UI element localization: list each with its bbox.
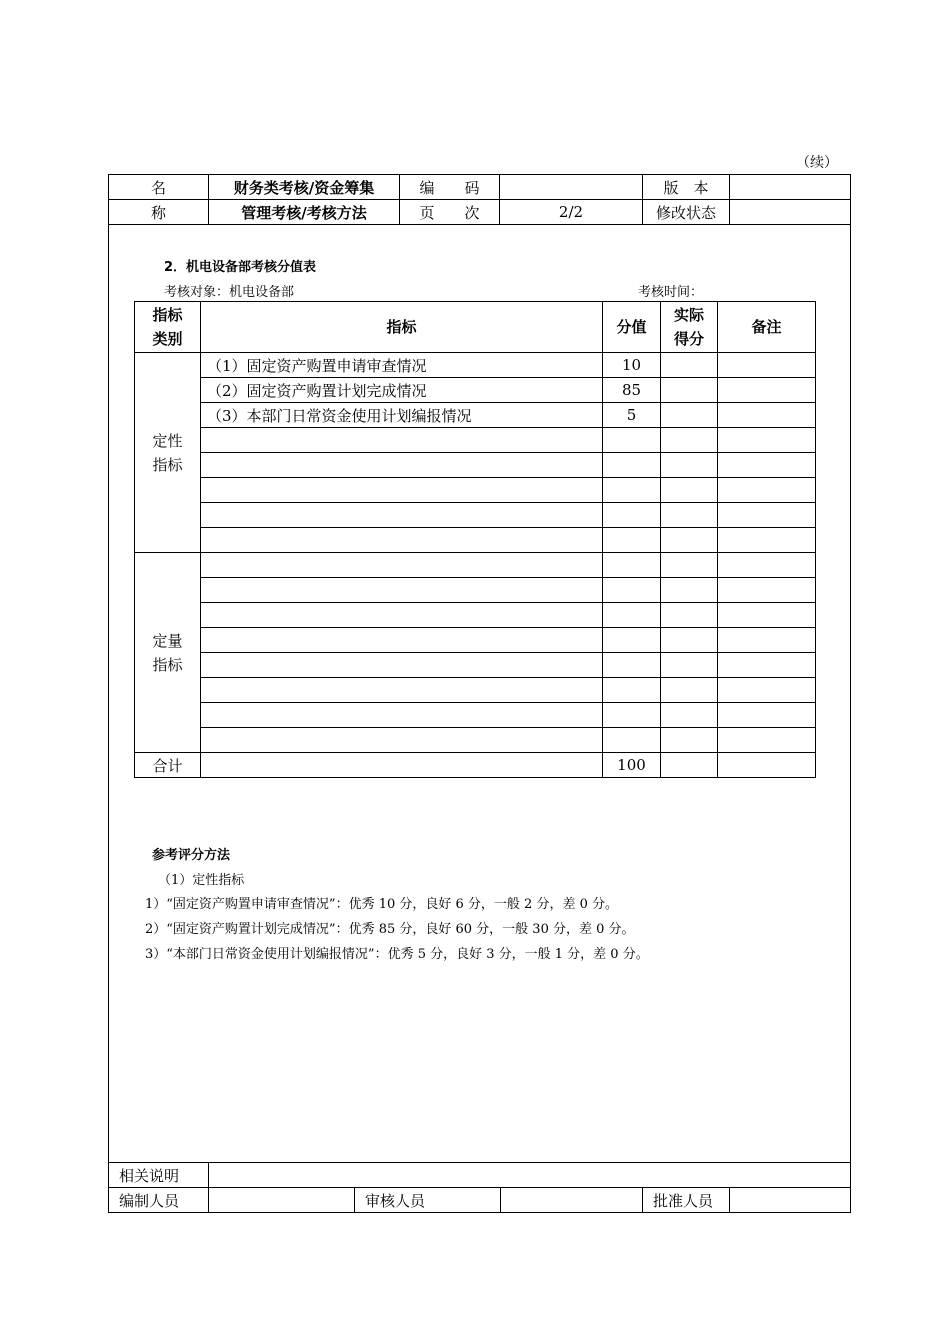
- header-category-line2: 类别: [152, 330, 183, 348]
- table-row: [135, 453, 816, 478]
- table-row: [135, 553, 816, 578]
- footer-table: [108, 1162, 851, 1213]
- table-row: [135, 628, 816, 653]
- actual-score-cell: [661, 528, 718, 553]
- version-label: 版 本: [643, 175, 730, 200]
- score-cell: [603, 528, 661, 553]
- table-row: [135, 678, 816, 703]
- revision-label: 修改状态: [643, 200, 730, 225]
- score-cell: [603, 603, 661, 628]
- actual-score-cell: [661, 553, 718, 578]
- score-cell: [603, 503, 661, 528]
- reference-line-2: 2）“固定资产购置计划完成情况”：优秀 85 分，良好 60 分，一般 30 分，差 0 分。: [145, 922, 635, 937]
- indicator-cell: [201, 478, 603, 503]
- quantitative-category-cell: [135, 553, 201, 753]
- header-actual-line1: 实际: [673, 306, 704, 324]
- score-cell: [603, 453, 661, 478]
- actual-score-cell: [661, 728, 718, 753]
- indicator-cell: [201, 703, 603, 728]
- notes-label: 相关说明: [109, 1163, 209, 1188]
- name-label-2: 称: [109, 200, 209, 225]
- actual-score-cell: [661, 478, 718, 503]
- table-row: [135, 428, 816, 453]
- header-remark: 备注: [718, 302, 816, 353]
- total-remark-cell: [718, 753, 816, 778]
- table-row: [135, 478, 816, 503]
- indicator-cell: [201, 453, 603, 478]
- page-value: 2/2: [500, 200, 643, 225]
- name-label-1: 名: [109, 175, 209, 200]
- remark-cell: [718, 453, 816, 478]
- actual-score-cell: [661, 403, 718, 428]
- remark-cell: [718, 478, 816, 503]
- score-cell: [603, 553, 661, 578]
- score-cell: 10: [603, 353, 661, 378]
- indicator-cell: [201, 528, 603, 553]
- total-indicator-cell: [201, 753, 603, 778]
- remark-cell: [718, 678, 816, 703]
- document-header-table: [108, 174, 851, 225]
- notes-value: [209, 1163, 851, 1188]
- actual-score-cell: [661, 453, 718, 478]
- continued-mark: （续）: [796, 155, 838, 171]
- reference-line-1: 1）“固定资产购置申请审查情况”：优秀 10 分，良好 6 分，一般 2 分，差 0 分。: [145, 897, 618, 912]
- indicator-cell: （1）固定资产购置申请审查情况: [201, 353, 603, 378]
- actual-score-cell: [661, 503, 718, 528]
- indicator-cell: [201, 628, 603, 653]
- score-cell: [603, 653, 661, 678]
- reference-subtitle: （1）定性指标: [158, 873, 245, 888]
- remark-cell: [718, 378, 816, 403]
- table-row: [135, 653, 816, 678]
- indicator-cell: （2）固定资产购置计划完成情况: [201, 378, 603, 403]
- remark-cell: [718, 353, 816, 378]
- assessment-time: 考核时间：: [638, 285, 704, 300]
- doc-title-line1: 财务类考核/资金筹集: [209, 175, 400, 200]
- indicator-cell: （3）本部门日常资金使用计划编报情况: [201, 403, 603, 428]
- section-heading: 2．机电设备部考核分值表: [164, 260, 317, 275]
- table-row: [135, 603, 816, 628]
- quantitative-category-line1: 定量: [152, 631, 183, 650]
- indicator-cell: [201, 503, 603, 528]
- remark-cell: [718, 603, 816, 628]
- table-row: [135, 353, 816, 378]
- header-actual: [661, 302, 718, 353]
- header-category: [135, 302, 201, 353]
- score-cell: 5: [603, 403, 661, 428]
- table-row: [135, 578, 816, 603]
- reviewed-label: 审核人员: [355, 1188, 501, 1213]
- qualitative-category-line2: 指标: [152, 455, 183, 474]
- score-cell: [603, 628, 661, 653]
- remark-cell: [718, 728, 816, 753]
- actual-score-cell: [661, 353, 718, 378]
- remark-cell: [718, 553, 816, 578]
- total-label: 合计: [135, 753, 201, 778]
- header-category-line1: 指标: [152, 306, 183, 324]
- revision-value: [730, 200, 851, 225]
- page-label: 页 次: [400, 200, 500, 225]
- score-table: [134, 301, 816, 778]
- actual-score-cell: [661, 603, 718, 628]
- score-cell: [603, 678, 661, 703]
- table-row: [135, 503, 816, 528]
- score-cell: [603, 478, 661, 503]
- code-label: 编 码: [400, 175, 500, 200]
- table-row: [135, 403, 816, 428]
- score-cell: [603, 578, 661, 603]
- score-cell: [603, 703, 661, 728]
- remark-cell: [718, 528, 816, 553]
- remark-cell: [718, 428, 816, 453]
- table-row: [135, 528, 816, 553]
- header-indicator: 指标: [201, 302, 603, 353]
- header-actual-line2: 得分: [673, 330, 704, 348]
- score-cell: 85: [603, 378, 661, 403]
- code-value: [500, 175, 643, 200]
- actual-score-cell: [661, 628, 718, 653]
- actual-score-cell: [661, 578, 718, 603]
- actual-score-cell: [661, 378, 718, 403]
- table-row: [135, 378, 816, 403]
- version-value: [730, 175, 851, 200]
- quantitative-category-line2: 指标: [152, 655, 183, 674]
- total-score: 100: [603, 753, 661, 778]
- assessment-object: 考核对象：机电设备部: [164, 285, 295, 300]
- remark-cell: [718, 503, 816, 528]
- approved-label: 批准人员: [643, 1188, 730, 1213]
- remark-cell: [718, 578, 816, 603]
- reference-title: 参考评分方法: [152, 848, 231, 863]
- score-cell: [603, 428, 661, 453]
- approved-value: [730, 1188, 851, 1213]
- indicator-cell: [201, 678, 603, 703]
- prepared-label: 编制人员: [109, 1188, 209, 1213]
- remark-cell: [718, 703, 816, 728]
- indicator-cell: [201, 553, 603, 578]
- indicator-cell: [201, 428, 603, 453]
- score-cell: [603, 728, 661, 753]
- actual-score-cell: [661, 428, 718, 453]
- qualitative-category-line1: 定性: [152, 431, 183, 450]
- actual-score-cell: [661, 653, 718, 678]
- indicator-cell: [201, 578, 603, 603]
- reviewed-value: [501, 1188, 643, 1213]
- indicator-cell: [201, 603, 603, 628]
- actual-score-cell: [661, 703, 718, 728]
- actual-score-cell: [661, 678, 718, 703]
- prepared-value: [209, 1188, 355, 1213]
- indicator-cell: [201, 653, 603, 678]
- table-row: [135, 703, 816, 728]
- header-score: 分值: [603, 302, 661, 353]
- doc-title-line2: 管理考核/考核方法: [209, 200, 400, 225]
- remark-cell: [718, 628, 816, 653]
- reference-line-3: 3）“本部门日常资金使用计划编报情况”：优秀 5 分，良好 3 分，一般 1 分，差 0 分。: [145, 947, 649, 962]
- total-actual-cell: [661, 753, 718, 778]
- qualitative-category-cell: [135, 353, 201, 553]
- indicator-cell: [201, 728, 603, 753]
- table-row: [135, 728, 816, 753]
- remark-cell: [718, 403, 816, 428]
- remark-cell: [718, 653, 816, 678]
